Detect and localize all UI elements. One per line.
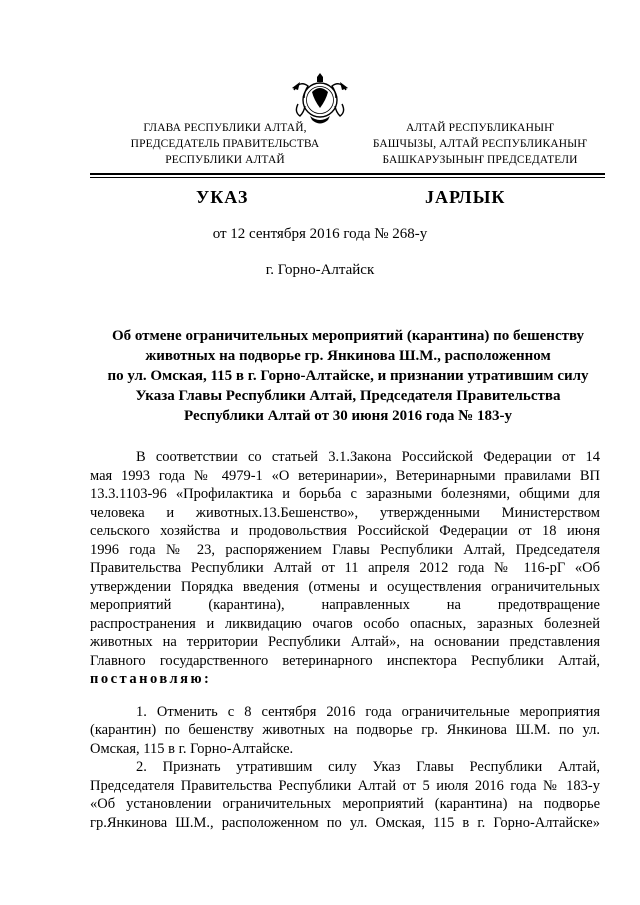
header-left-line: РЕСПУБЛИКИ АЛТАЙ xyxy=(165,154,285,166)
decree-city: г. Горно-Алтайск xyxy=(265,262,375,278)
preamble-line: Главного государственного ветеринарного инспектора Республики Алтай, xyxy=(90,652,600,669)
preamble-line: сельского хозяйства и продовольствия Российской Федерации от 18 июня xyxy=(90,523,600,539)
item1-line: Омская, 115 в г. Горно-Алтайске. xyxy=(90,740,294,757)
item2-line: Председателя Правительства Республики Алтай от 5 июля 2016 года № 183-у xyxy=(90,777,600,794)
item1-line: 1. Отменить с 8 сентября 2016 года ограничительные мероприятия xyxy=(136,703,600,720)
item1-line: (карантин) по бешенству животных на подворье гр. Янкинова Ш.М. по ул. xyxy=(90,722,600,738)
preamble-line: утверждении Порядка введения (отмены и осуществления ограничительных xyxy=(90,578,600,595)
header-left-line: ПРЕДСЕДАТЕЛЬ ПРАВИТЕЛЬСТВА xyxy=(130,138,320,150)
header-right-line: АЛТАЙ РЕСПУБЛИКАНЫҤ xyxy=(406,122,554,134)
title-line: Указа Главы Республики Алтай, Председателя Правительства xyxy=(135,388,561,404)
title-line: Об отмене ограничительных мероприятий (карантина) по бешенству xyxy=(111,328,585,344)
decree-body xyxy=(90,448,600,832)
decree-date: от 12 сентября 2016 года № 268-у xyxy=(212,226,428,242)
header-left-block xyxy=(110,120,340,168)
title-line: Республики Алтай от 30 июня 2016 года № 183-у xyxy=(183,408,512,424)
header-right-line: БАШЧЫЗЫ, АЛТАЙ РЕСПУБЛИКАНЫҤ xyxy=(372,138,588,150)
item2-line: 2. Признать утратившим силу Указ Главы Республики Алтай, xyxy=(136,759,600,775)
decree-label-ru: УКАЗ xyxy=(196,187,249,207)
preamble-line: 1996 года № 23, распоряжением Главы Республики Алтай, Председателя xyxy=(90,541,600,558)
preamble-line: 13.3.1103-96 «Профилактика и борьба с заразными болезнями, общими для xyxy=(90,486,600,502)
header-divider-thin xyxy=(90,177,605,178)
preamble-line: распространения и ликвидацию очагов особо опасных, заразных болезней xyxy=(90,615,600,632)
item2-line: «Об установлении ограничительных мероприятий (карантина) на подворье xyxy=(90,796,600,812)
decree-title xyxy=(88,326,608,426)
header-left-line: ГЛАВА РЕСПУБЛИКИ АЛТАЙ, xyxy=(143,122,307,134)
resolve-word: постановляю: xyxy=(90,671,212,687)
title-line: по ул. Омская, 115 в г. Горно-Алтайске, и признании утратившим силу xyxy=(107,368,589,384)
preamble-line: человека и животных.13.Бешенство», утвержденными Министерством xyxy=(90,504,600,521)
header-right-block xyxy=(355,120,605,168)
preamble-line: мероприятий (карантина), направленных на предотвращение xyxy=(90,597,600,613)
preamble-line: В соответствии со статьей 3.1.Закона Российской Федерации от 14 xyxy=(136,449,600,465)
preamble-line: мая 1993 года № 4979-1 «О ветеринарии», Ветеринарными правилами ВП xyxy=(90,467,600,484)
title-line: животных на подворье гр. Янкинова Ш.М., расположенном xyxy=(145,348,551,364)
header-divider xyxy=(90,173,605,175)
item2-line: гр.Янкинова Ш.М., расположенном по ул. Омская, 115 в г. Горно-Алтайске» xyxy=(90,814,600,831)
preamble-line: Правительства Республики Алтай от 11 апреля 2012 года № 116-рГ «Об xyxy=(90,560,600,576)
decree-label-alt: ЈАРЛЫК xyxy=(425,187,506,207)
preamble-line: животных на территории Республики Алтай», на основании представления xyxy=(90,634,600,650)
header-right-line: БАШКАРУЗЫНЫҤ ПРЕДСЕДАТЕЛИ xyxy=(382,154,578,166)
